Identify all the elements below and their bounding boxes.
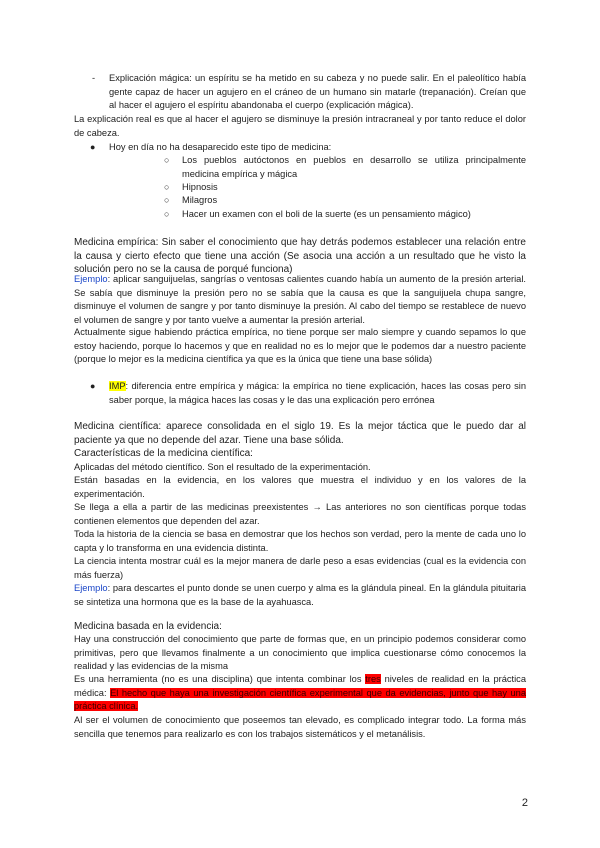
empirica-heading: Medicina empírica: Sin saber el conocimiento que hay detrás podemos establecer una relación entre la causa y cierto efecto que tiene una acción (Se asocia una acción a un resultado que he visto la solución pero no se la causa de porqué funciona) xyxy=(74,237,526,276)
sub-bullet-marker: ○ xyxy=(164,155,170,165)
evidencia-paragraph-1: Hay una construcción del conocimiento que parte de formas que, en un principio podemos considerar como primitivas, pero que llevamos finalmente a un conocimiento que implica cuestionarse cómo conocemos la realidad y las evidencias de la misma xyxy=(74,634,526,672)
sub-item: Hipnosis xyxy=(182,182,218,192)
bullet-today-text: Hoy en día no ha desaparecido este tipo de medicina: xyxy=(109,142,332,152)
evidencia-paragraph-2 xyxy=(74,673,526,714)
sub-bullet-marker: ○ xyxy=(164,182,170,192)
imp-text: : diferencia entre empírica y mágica: la empírica no tiene explicación, haces las cosas pero sin saber porque, la mágica haces las cosas y le das una explicación pero errónea xyxy=(109,381,526,405)
empirica-example xyxy=(74,273,526,327)
cientifica-line: La ciencia intenta mostrar cuál es la mejor manera de darle peso a esas evidencias (cual es la evidencia con más fuerza) xyxy=(74,556,526,580)
cientifica-example xyxy=(74,582,526,609)
cientifica-characteristics-heading: Características de la medicina científica: xyxy=(74,448,253,459)
cientifica-line: Se llega a ella a partir de las medicinas preexistentes → Las anteriores no son científicas porque todas contienen elementos que dependen del azar. xyxy=(74,502,526,526)
evidencia-p2-text: Es una herramienta (no es una disciplina) que intenta combinar los xyxy=(74,674,366,684)
example-text: : para descartes el punto donde se unen cuerpo y alma es la glándula pineal. En la glándula pituitaria se sintetiza una hormona que es la base de la ayahuasca. xyxy=(74,583,526,607)
cientifica-line: Están basadas en la evidencia, en los valores que muestra el individuo y en los valores de la experimentación. xyxy=(74,475,526,499)
sub-bullet-marker: ○ xyxy=(164,209,170,219)
sub-bullet-marker: ○ xyxy=(164,195,170,205)
example-text: : aplicar sanguijuelas, sangrías o ventosas calientes cuando había un aumento de la presión arterial. Se sabía que disminuye la presión pero no se sabía que la causa es que la sanguijuela chupa sangre, disminuye el volumen de sangre y por tanto disminuye la presión. Al cabo del tiempo se restablece de nuevo el volumen de sangre y por tanto vuelve a aumentar la presión arterial. xyxy=(74,274,526,325)
imp-label: IMP xyxy=(109,381,126,391)
dash-marker: - xyxy=(92,73,96,83)
sub-item: Milagros xyxy=(182,195,218,205)
sub-item: Hacer un examen con el boli de la suerte (es un pensamiento mágico) xyxy=(182,209,471,219)
example-label: Ejemplo xyxy=(74,583,108,593)
imp-note xyxy=(109,380,526,407)
evidencia-p2-text: niveles de realidad en la práctica médica: xyxy=(74,674,526,698)
bullet-marker: ● xyxy=(90,381,96,391)
highlight-tres: tres xyxy=(365,674,381,684)
cientifica-line: Aplicadas del método científico. Son el resultado de la experimentación. xyxy=(74,462,371,472)
highlight-red-sentence: El hecho que haya una investigación científica experimental que da evidencias, junto que hay una práctica clínica. xyxy=(74,687,527,712)
evidencia-heading: Medicina basada en la evidencia: xyxy=(74,621,222,632)
paragraph-magic-explanation: Explicación mágica: un espíritu se ha metido en su cabeza y no puede salir. En el paleolítico había gente capaz de hacer un agujero en el cráneo de un humano sin matarle (trepanación). Creían que al hacer el agujero el espíritu abandonaba el cuerpo (explicación mágica). xyxy=(109,73,526,111)
sub-item: Los pueblos autóctonos en pueblos en desarrollo se utiliza principalmente medicina empírica y mágica xyxy=(182,155,526,179)
example-label: Ejemplo xyxy=(74,274,108,284)
evidencia-paragraph-3: Al ser el volumen de conocimiento que poseemos tan elevado, es complicado integrar todo. La forma más sencilla que tenemos para realizarlo es con los trabajos sistemáticos y el metanálisis. xyxy=(74,715,526,739)
page-number: 2 xyxy=(521,797,528,809)
paragraph-real-explanation: La explicación real es que al hacer el agujero se disminuye la presión intracraneal y por tanto reduce el dolor de cabeza. xyxy=(74,114,526,138)
bullet-marker: ● xyxy=(90,142,96,152)
cientifica-line: Toda la historia de la ciencia se basa en demostrar que los hechos son verdad, pero la mente de cada uno lo capta y lo transforma en una evidencia distinta. xyxy=(74,529,526,553)
cientifica-intro: Medicina científica: aparece consolidada en el siglo 19. Es la mejor táctica que le puedo dar al paciente ya que no depende del azar. Tiene una base sólida. xyxy=(74,421,526,446)
empirica-actualmente: Actualmente sigue habiendo práctica empírica, no tiene porque ser malo siempre y cuando sepamos lo que estoy haciendo, porque lo hacemos y que en realidad no es lo mejor que le podemos dar a nuestro paciente (porque lo mejor es la medicina científica ya que es la única que tiene una base sólida) xyxy=(74,327,526,365)
